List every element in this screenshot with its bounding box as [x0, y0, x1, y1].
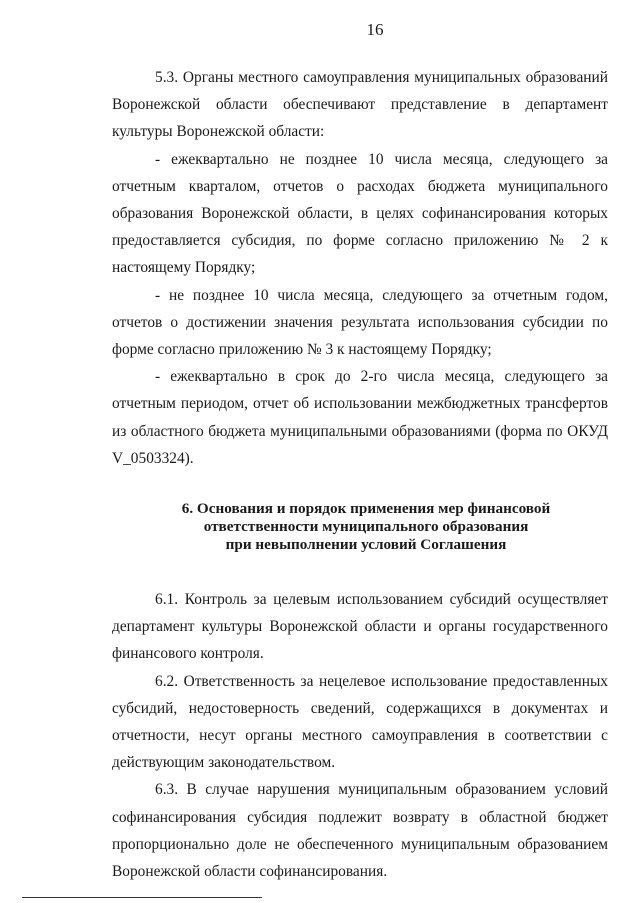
list-item-interbudget-transfer-report: - ежеквартально в срок до 2-го числа месяца, следующего за отчетным периодом, отчет об использовании межбюджетных трансфертов из областного бюджета муниципальными образованиями (форма по ОКУД V_0503324). — [112, 368, 608, 467]
paragraph-6-2: 6.2. Ответственность за нецелевое использование предоставленных субсидий, недостоверность сведений, содержащихся в документах и отчетности, несут органы местного самоуправления в соответствии с действующим законодательством. — [112, 672, 608, 772]
list-item-annual-result-reports: - не позднее 10 числа месяца, следующего за отчетным годом, отчетов о достижении значения результата использования субсидии по форме согласно приложению № 3 к настоящему Порядку; — [112, 286, 608, 359]
paragraph-5-3: 5.3. Органы местного самоуправления муниципальных образований Воронежской области обеспечивают представление в департамент культуры Воронежской области: — [112, 69, 608, 141]
list-item-quarterly-expense-reports: - ежеквартально не позднее 10 числа месяца, следующего за отчетным кварталом, отчетов о расходах бюджета муниципального образования Воронежской области, в целях софинансирования которых предоставляется субсидия, по форме согласно приложению № 2 к настоящему Порядку; — [112, 150, 608, 277]
page-number: 16 — [366, 20, 384, 39]
paragraph-6-1: 6.1. Контроль за целевым использованием субсидий осуществляет департамент культуры Воронежской области и органы государственного финансового контроля. — [112, 591, 608, 663]
section-6-heading — [112, 500, 608, 554]
footer-rule — [22, 897, 262, 898]
paragraph-6-3: 6.3. В случае нарушения муниципальным образованием условий софинансирования субсидия подлежит возврату в областной бюджет пропорционально доле не обеспеченного муниципальным образованием Воронежской области софинансирования. — [112, 781, 608, 881]
document-body — [112, 64, 608, 885]
section-6-heading-line-1: 6. Основания и порядок применения мер финансовой — [181, 500, 551, 518]
section-6-heading-line-3: при невыполнении условий Соглашения — [225, 536, 507, 554]
section-6-heading-line-2: ответственности муниципального образования — [203, 518, 529, 536]
